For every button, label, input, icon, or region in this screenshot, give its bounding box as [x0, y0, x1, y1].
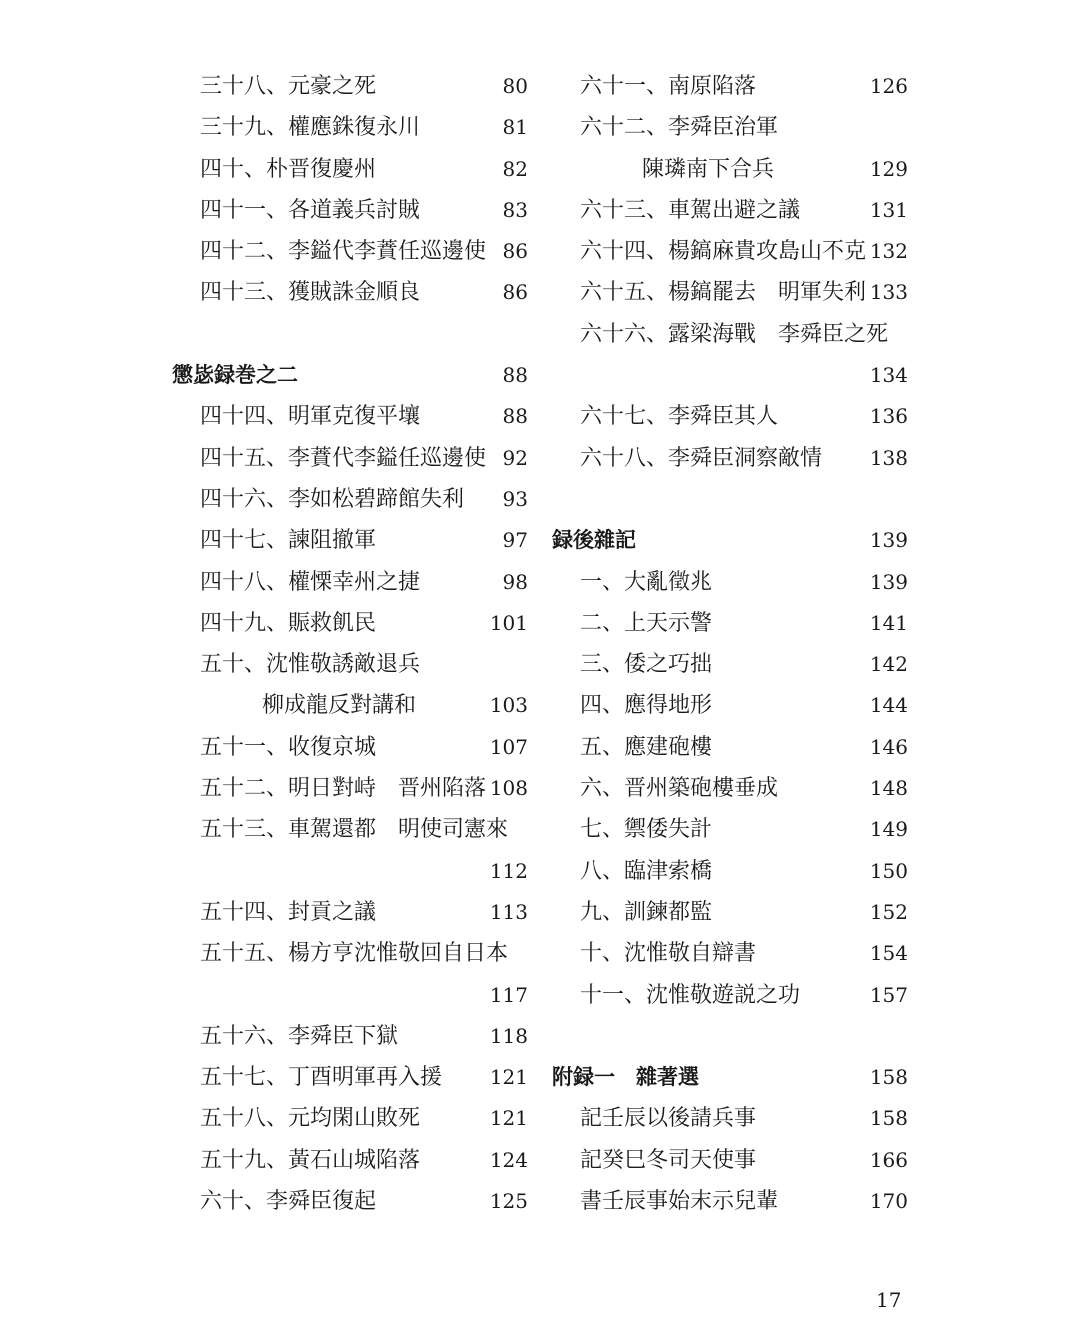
- toc-entry-page: 166: [869, 1147, 908, 1172]
- toc-entry-title: 五十三、車駕還都 明使司憲來: [200, 817, 509, 843]
- toc-entry-title: 陳璘南下合兵: [642, 156, 775, 182]
- toc-entry-page: 117: [489, 982, 528, 1007]
- toc-entry-page: 103: [489, 693, 528, 718]
- toc-section-heading: [552, 520, 912, 561]
- toc-entry: [172, 727, 532, 768]
- toc-entry: [552, 314, 912, 355]
- toc-entry: [172, 190, 532, 231]
- toc-entry-title: 七、禦倭失計: [580, 817, 713, 843]
- toc-entry-title: 三十八、元豪之死: [200, 74, 377, 99]
- toc-entry-page: 158: [869, 1106, 908, 1131]
- toc-entry: [172, 272, 532, 313]
- toc-entry-page: 86: [502, 280, 528, 305]
- toc-entry-page: 144: [869, 693, 908, 718]
- toc-entry: [172, 1016, 532, 1057]
- toc-entry-title: 四十九、賑救飢民: [200, 610, 377, 636]
- toc-entry-title: 四十七、諫阻撤軍: [200, 528, 377, 554]
- toc-entry: [172, 438, 532, 479]
- toc-entry-page: 142: [869, 652, 908, 677]
- toc-entry-page: 124: [489, 1147, 528, 1172]
- toc-entry-page: 118: [489, 1023, 528, 1048]
- toc-entry-page: 141: [869, 610, 908, 635]
- toc-entry: [172, 603, 532, 644]
- toc-entry: [172, 1181, 532, 1222]
- toc-entry-page: 138: [869, 445, 908, 470]
- toc-entry-title: 八、臨津索橋: [580, 858, 713, 884]
- toc-entry-page: 81: [502, 115, 528, 140]
- toc-entry: [552, 355, 912, 396]
- toc-entry-page: 129: [869, 156, 908, 181]
- toc-entry-page: 139: [869, 569, 908, 594]
- toc-entry-page: 134: [869, 363, 908, 388]
- toc-entry-title: 六、晋州築砲樓垂成: [580, 776, 779, 802]
- toc-entry: [552, 768, 912, 809]
- toc-entry-title: 六十六、露梁海戰 李舜臣之死: [580, 321, 889, 347]
- toc-entry: [552, 190, 912, 231]
- toc-entry-title: 六十二、李舜臣治軍: [580, 115, 779, 141]
- toc-entry: [172, 479, 532, 520]
- toc-entry: [172, 933, 532, 974]
- toc-entry-page: 121: [489, 1065, 528, 1090]
- toc-entry-title: 六十四、楊鎬麻貴攻島山不克: [580, 239, 867, 265]
- toc-entry-title: 一、大亂徵兆: [580, 569, 713, 595]
- toc-entry: [172, 809, 532, 850]
- page-number: 17: [876, 1288, 902, 1312]
- toc-entry-page: 149: [869, 817, 908, 842]
- toc-entry-title: 五十七、丁酉明軍再入援: [200, 1065, 443, 1091]
- toc-entry-page: 97: [502, 528, 528, 553]
- toc-entry-title: 六十、李舜臣復起: [200, 1189, 377, 1215]
- toc-entry-title: 六十五、楊鎬罷去 明軍失利: [580, 280, 867, 306]
- toc-entry: [172, 892, 532, 933]
- toc-entry-page: 136: [869, 404, 908, 429]
- toc-entry: [552, 1098, 912, 1139]
- toc-entry-title: 五十四、封貢之議: [200, 899, 377, 925]
- toc-entry-title: 十一、沈惟敬遊説之功: [580, 982, 801, 1008]
- toc-entry-title: 四十一、各道義兵討賊: [200, 197, 421, 223]
- toc-entry: [552, 396, 912, 437]
- toc-spacer: [172, 314, 532, 355]
- toc-left-column: [172, 66, 532, 1222]
- toc-entry: [172, 851, 532, 892]
- toc-entry: [552, 149, 912, 190]
- toc-entry-page: 92: [502, 445, 528, 470]
- toc-entry-title: 四十、朴晋復慶州: [200, 156, 377, 182]
- toc-entry-title: 書壬辰事始末示兒輩: [580, 1189, 779, 1215]
- toc-entry: [552, 66, 912, 107]
- toc-entry-page: 154: [869, 941, 908, 966]
- toc-section-heading: [172, 355, 532, 396]
- toc-entry: [552, 1181, 912, 1222]
- toc-entry-title: 四十四、明軍克復平壤: [200, 404, 421, 430]
- toc-entry: [552, 107, 912, 148]
- toc-entry-title: 五十一、收復京城: [200, 734, 377, 760]
- toc-entry-page: 113: [489, 899, 528, 924]
- toc-entry-page: 82: [502, 156, 528, 181]
- toc-entry: [172, 562, 532, 603]
- toc-entry: [552, 933, 912, 974]
- toc-spacer: [552, 1016, 912, 1057]
- toc-entry: [172, 1098, 532, 1139]
- toc-entry: [552, 438, 912, 479]
- toc-entry: [552, 975, 912, 1016]
- toc-entry-title: 五十八、元均閑山敗死: [200, 1106, 421, 1132]
- toc-entry-title: 三、倭之巧拙: [580, 652, 713, 678]
- toc-entry: [172, 768, 532, 809]
- toc-entry: [552, 1140, 912, 1181]
- toc-entry-page: 148: [869, 776, 908, 801]
- toc-entry-page: 93: [502, 486, 528, 511]
- toc-entry-title: 録後雜記: [552, 528, 636, 553]
- toc-entry-page: 121: [489, 1106, 528, 1131]
- toc-entry-page: 157: [869, 982, 908, 1007]
- toc-entry-title: 六十八、李舜臣洞察敵情: [580, 445, 823, 471]
- toc-entry-title: 五十五、楊方亨沈惟敬回自日本: [200, 941, 509, 967]
- toc-entry-title: 四十八、權慄幸州之捷: [200, 569, 421, 595]
- toc-entry: [552, 644, 912, 685]
- toc-entry-title: 四十五、李蕡代李鎰任巡邊使: [200, 445, 487, 471]
- toc-entry: [172, 149, 532, 190]
- toc-entry: [552, 231, 912, 272]
- toc-entry-page: 146: [869, 734, 908, 759]
- toc-entry-page: 107: [489, 734, 528, 759]
- toc-entry-title: 懲毖録巻之二: [172, 363, 298, 388]
- toc-entry-page: 150: [869, 858, 908, 883]
- toc-entry: [552, 562, 912, 603]
- toc-entry-page: 86: [502, 239, 528, 264]
- toc-entry-title: 五十、沈惟敬誘敵退兵: [200, 652, 421, 678]
- toc-entry: [172, 66, 532, 107]
- toc-entry-title: 附録一 雜著選: [552, 1065, 699, 1090]
- toc-entry-page: 132: [869, 239, 908, 264]
- toc-entry-title: 四十三、獲賊誅金順良: [200, 280, 421, 306]
- toc-entry-page: 170: [869, 1189, 908, 1214]
- toc-entry: [172, 1140, 532, 1181]
- toc-entry: [172, 644, 532, 685]
- toc-entry: [172, 231, 532, 272]
- toc-entry: [172, 685, 532, 726]
- toc-entry-title: 四、應得地形: [580, 693, 713, 719]
- toc-entry-title: 三十九、權應銖復永川: [200, 115, 421, 141]
- toc-entry-title: 五十六、李舜臣下獄: [200, 1023, 399, 1049]
- toc-entry-title: 五、應建砲樓: [580, 734, 713, 760]
- toc-entry-page: 133: [869, 280, 908, 305]
- toc-spacer: [552, 479, 912, 520]
- toc-entry-page: 83: [502, 197, 528, 222]
- toc-entry: [552, 727, 912, 768]
- toc-entry-title: 六十三、車駕出避之議: [580, 197, 801, 223]
- toc-entry-page: 126: [869, 74, 908, 98]
- toc-entry-page: 158: [869, 1065, 908, 1090]
- toc-entry: [172, 396, 532, 437]
- toc-entry-page: 139: [869, 528, 908, 553]
- toc-entry-page: 98: [502, 569, 528, 594]
- toc-entry-title: 六十七、李舜臣其人: [580, 404, 779, 430]
- toc-section-heading: [552, 1057, 912, 1098]
- toc-entry-title: 柳成龍反對講和: [262, 693, 417, 719]
- toc-entry: [552, 809, 912, 850]
- toc-entry-title: 五十九、黃石山城陷落: [200, 1147, 421, 1173]
- toc-entry-title: 九、訓鍊都監: [580, 899, 713, 925]
- toc-right-column: [552, 66, 912, 1222]
- toc-entry-title: 六十一、南原陷落: [580, 74, 757, 99]
- toc-entry-title: 五十二、明日對峙 晋州陷落: [200, 776, 487, 802]
- toc-entry: [552, 685, 912, 726]
- toc-entry: [172, 107, 532, 148]
- toc-entry-page: 125: [489, 1189, 528, 1214]
- toc-entry-page: 101: [489, 610, 528, 635]
- toc-entry: [552, 603, 912, 644]
- toc-entry: [552, 892, 912, 933]
- toc-entry-title: 記壬辰以後請兵事: [580, 1106, 757, 1132]
- toc-entry-page: 112: [489, 858, 528, 883]
- toc-entry-title: 四十二、李鎰代李蕡任巡邊使: [200, 239, 487, 265]
- toc-entry: [172, 975, 532, 1016]
- toc-entry-title: 記癸巳冬司天使事: [580, 1147, 757, 1173]
- toc-entry: [172, 1057, 532, 1098]
- toc-entry-page: 80: [502, 74, 528, 98]
- toc-entry: [552, 272, 912, 313]
- toc-entry-page: 88: [502, 404, 528, 429]
- toc-entry-title: 四十六、李如松碧蹄館失利: [200, 486, 465, 512]
- toc-entry: [552, 851, 912, 892]
- toc-entry-title: 十、沈惟敬自辯書: [580, 941, 757, 967]
- toc-entry-page: 131: [869, 197, 908, 222]
- toc-entry-page: 88: [502, 363, 528, 388]
- toc-entry: [172, 520, 532, 561]
- toc-entry-title: 二、上天示警: [580, 610, 713, 636]
- toc-entry-page: 108: [489, 776, 528, 801]
- toc-entry-page: 152: [869, 899, 908, 924]
